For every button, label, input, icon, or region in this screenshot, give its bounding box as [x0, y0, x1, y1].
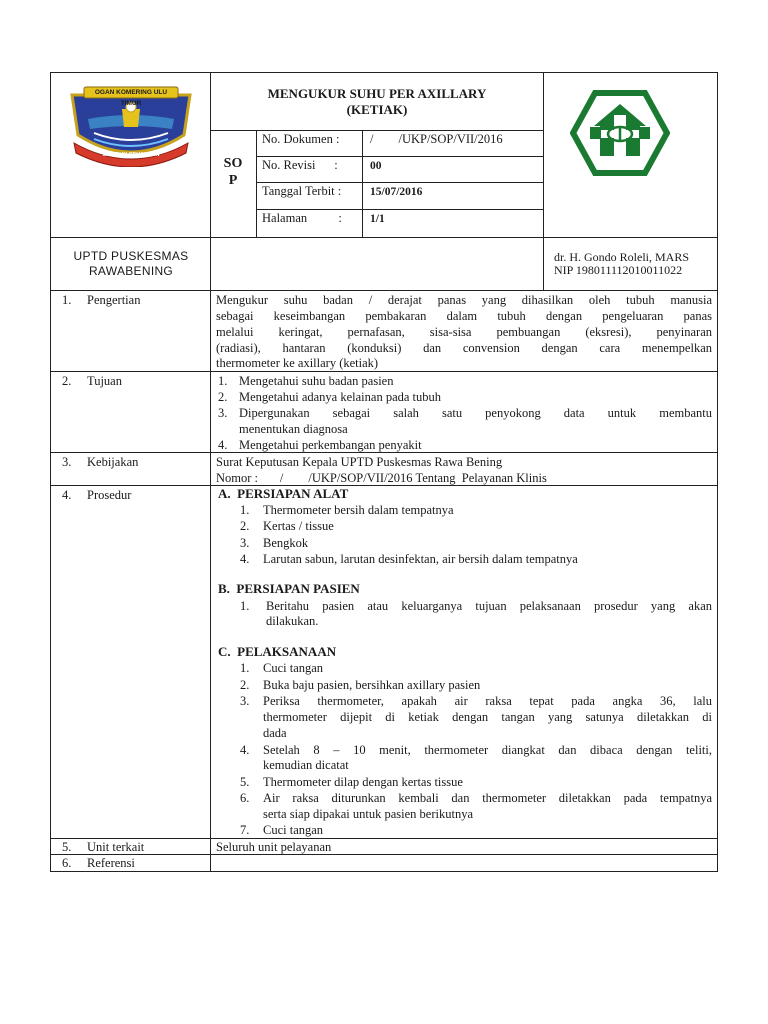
prosedur-item: dilakukan. — [266, 614, 319, 628]
section-label-pengertian: Pengertian — [87, 293, 141, 307]
signer-name: dr. H. Gondo Roleli, MARS — [554, 250, 690, 264]
table-border — [717, 72, 718, 872]
table-divider — [210, 72, 211, 872]
prosedur-item: Bengkok — [263, 536, 309, 550]
section-label-prosedur: Prosedur — [87, 488, 132, 502]
prosedur-item: Air raksa diturunkan kembali dan thermometer diletakkan pada tempatnya — [263, 791, 712, 805]
prosedur-item: thermometer dijepit di ketiak dengan tangan yang satunya diletakkan di — [263, 710, 712, 724]
issue-date-value: 15/07/2016 — [370, 186, 423, 198]
table-divider — [50, 854, 718, 855]
pengertian-text-line: Mengukur suhu badan / derajat panas yang dihasilkan oleh tubuh manusia — [216, 293, 712, 307]
list-number: 6. — [240, 791, 250, 805]
pengertian-text-line: sebagai keseimbangan pembakaran dalam tubuh dengan pengeluaran panas — [216, 309, 712, 323]
doc-number-label: No. Dokumen : — [262, 132, 340, 146]
list-number: 1. — [240, 503, 250, 517]
section-label-unit-terkait: Unit terkait — [87, 840, 145, 854]
section-number: 4. — [62, 488, 72, 502]
table-divider — [50, 371, 718, 372]
prosedur-item: Beritahu pasien atau keluarganya tujuan pelaksanaan prosedur yang akan — [266, 599, 712, 613]
list-number: 4. — [240, 743, 250, 757]
section-number: 6. — [62, 856, 72, 870]
table-border — [50, 871, 718, 872]
section-label-tujuan: Tujuan — [87, 374, 122, 388]
prosedur-item: Larutan sabun, larutan desinfektan, air bersih dalam tempatnya — [263, 552, 578, 566]
list-number: 4. — [240, 552, 250, 566]
section-number: 5. — [62, 840, 72, 854]
organization-name: UPTD PUSKESMAS — [73, 249, 189, 263]
pengertian-text-line: (radiasi), hantaran (konduksi) dan convension dengan cara menempelkan — [216, 341, 712, 355]
prosedur-item: Kertas / tissue — [263, 519, 334, 533]
prosedur-item: Thermometer dilap dengan kertas tissue — [263, 775, 463, 789]
revision-label: No. Revisi : — [262, 158, 338, 172]
list-number: 1. — [240, 599, 250, 613]
regency-logo — [64, 83, 198, 167]
prosedur-item: kemudian dicatat — [263, 758, 349, 772]
tujuan-item: Mengetahui suhu badan pasien — [239, 374, 394, 388]
table-divider — [50, 237, 718, 238]
kebijakan-text: Surat Keputusan Kepala UPTD Puskesmas Rawa Bening — [216, 455, 503, 469]
table-divider — [256, 130, 257, 237]
prosedur-item: Cuci tangan — [263, 823, 324, 837]
list-number: 2. — [240, 678, 250, 692]
logo-banner-text: OGAN KOMERING ULU TIMUR — [94, 89, 168, 107]
section-label-referensi: Referensi — [87, 856, 135, 870]
prosedur-item: serta siap dipakai untuk pasien berikutnya — [263, 807, 474, 821]
organization-name: RAWABENING — [88, 264, 174, 278]
prosedur-item: Thermometer bersih dalam tempatnya — [263, 503, 454, 517]
logo-ribbon-text: SEBIDUK SEHALUAN — [102, 152, 160, 158]
list-number: 1. — [218, 374, 228, 388]
tujuan-item: Dipergunakan sebagai salah satu penyokong data untuk membantu — [239, 406, 712, 420]
section-number: 1. — [62, 293, 72, 307]
table-divider — [50, 838, 718, 839]
table-border — [50, 72, 718, 73]
prosedur-item: Setelah 8 – 10 menit, thermometer diangkat dan dibaca dengan teliti, — [263, 743, 712, 757]
page-label: Halaman : — [262, 211, 342, 225]
issue-date-label: Tanggal Terbit : — [262, 184, 342, 198]
list-number: 4. — [218, 438, 228, 452]
subsection-title: A. PERSIAPAN ALAT — [218, 486, 349, 501]
subsection-title: B. PERSIAPAN PASIEN — [218, 581, 360, 596]
subsection-title: C. PELAKSANAAN — [218, 644, 337, 659]
kebijakan-text: Nomor : / /UKP/SOP/VII/2016 Tentang Pelayanan Klinis — [216, 471, 547, 485]
tujuan-item: menentukan diagnosa — [239, 422, 348, 436]
section-number: 2. — [62, 374, 72, 388]
list-number: 2. — [218, 390, 228, 404]
list-number: 3. — [240, 694, 250, 708]
pengertian-text-line: thermometer ke axillary (ketiak) — [216, 356, 379, 370]
table-divider — [50, 290, 718, 291]
unit-terkait-value: Seluruh unit pelayanan — [216, 840, 332, 854]
tujuan-item: Mengetahui perkembangan penyakit — [239, 438, 422, 452]
sop-label: SO — [223, 156, 243, 171]
page-value: 1/1 — [370, 213, 385, 225]
section-label-kebijakan: Kebijakan — [87, 455, 139, 469]
section-number: 3. — [62, 455, 72, 469]
table-divider — [362, 130, 363, 237]
list-number: 3. — [240, 536, 250, 550]
list-number: 1. — [240, 661, 250, 675]
prosedur-item: Buka baju pasien, bersihkan axillary pasien — [263, 678, 481, 692]
document-title-line-2: (KETIAK) — [346, 102, 408, 117]
prosedur-item: Cuci tangan — [263, 661, 324, 675]
doc-number-value: / /UKP/SOP/VII/2016 — [370, 132, 503, 146]
list-number: 5. — [240, 775, 250, 789]
signer-nip: NIP 198011112010011022 — [554, 263, 683, 277]
prosedur-item: dada — [263, 726, 287, 740]
list-number: 2. — [240, 519, 250, 533]
prosedur-item: Periksa thermometer, apakah air raksa tepat pada angka 36, lalu — [263, 694, 712, 708]
list-number: 7. — [240, 823, 250, 837]
sop-label: P — [228, 173, 238, 188]
document-title-line-1: MENGUKUR SUHU PER AXILLARY — [267, 86, 487, 101]
pengertian-text-line: melalui keringat, pernafasan, sisa-sisa pembuangan (eksresi), penyinaran — [216, 325, 712, 339]
table-border — [50, 72, 51, 872]
puskesmas-logo — [570, 90, 670, 176]
revision-value: 00 — [370, 160, 382, 172]
list-number: 3. — [218, 406, 228, 420]
tujuan-item: Mengetahui adanya kelainan pada tubuh — [239, 390, 442, 404]
